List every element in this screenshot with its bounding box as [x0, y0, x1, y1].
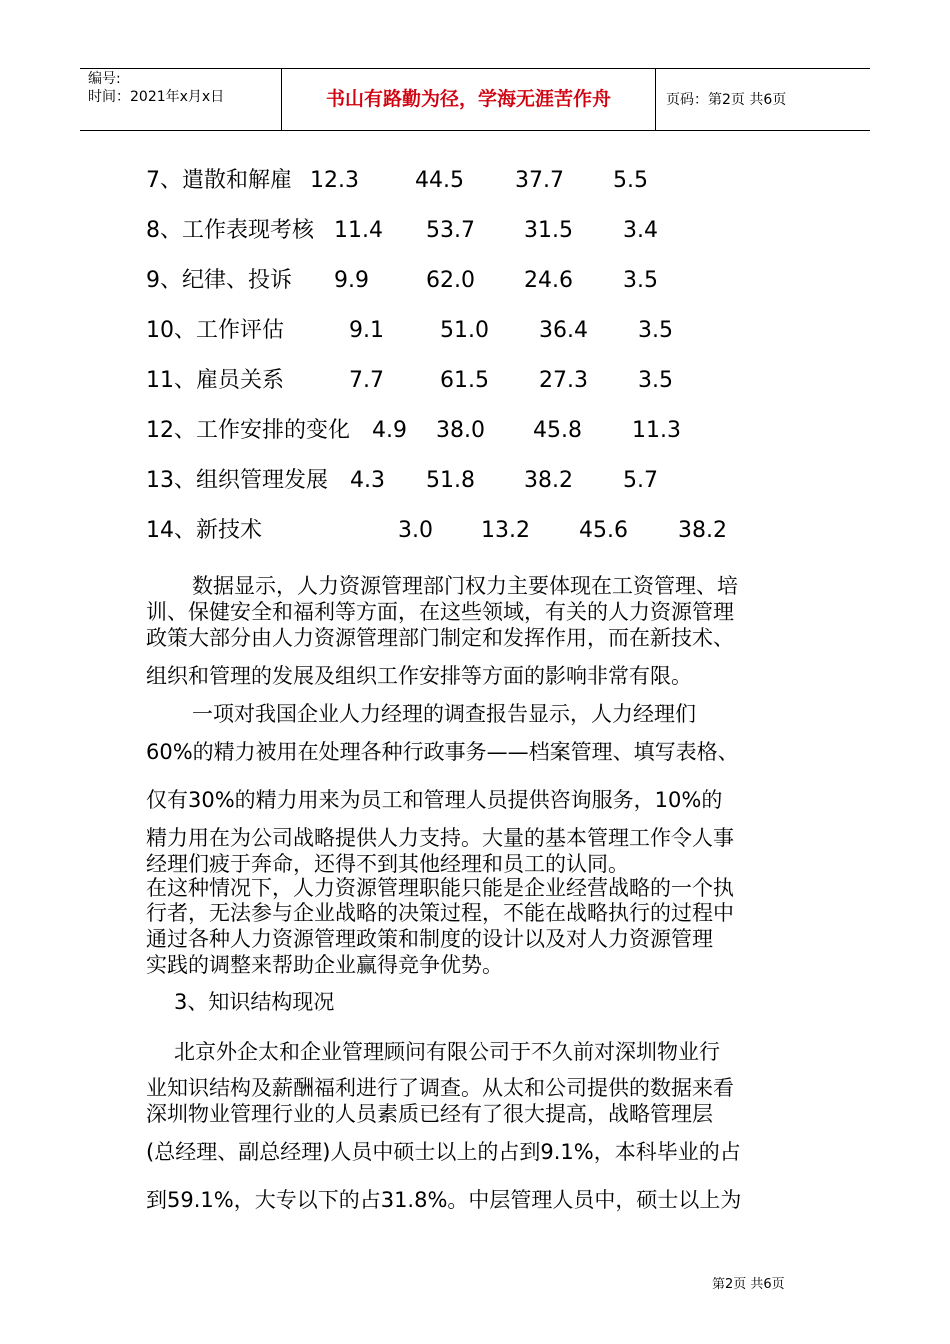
body-line: (总经理、副总经理)人员中硕士以上的占到9.1%，本科毕业的占 [146, 1140, 741, 1164]
survey-value: 4.9 [372, 418, 407, 443]
survey-value: 38.2 [678, 518, 727, 543]
motto: 书山有路勤为径，学海无涯苦作舟 [325, 88, 611, 110]
survey-value: 3.5 [638, 318, 673, 343]
survey-value: 45.8 [533, 418, 582, 443]
survey-value: 9.1 [349, 318, 384, 343]
survey-value: 44.5 [415, 168, 464, 193]
section-heading: 3、知识结构现况 [174, 990, 335, 1014]
survey-value: 45.6 [579, 518, 628, 543]
survey-value: 11.4 [334, 218, 383, 243]
page-number: 页码：第2页 共6页 [666, 92, 787, 108]
body-line: 实践的调整来帮助企业赢得竞争优势。 [146, 953, 503, 977]
body-line: 训、保健安全和福利等方面，在这些领域，有关的人力资源管理 [146, 600, 734, 624]
survey-value: 3.4 [623, 218, 658, 243]
body-line: 业知识结构及薪酬福利进行了调查。从太和公司提供的数据来看 [146, 1076, 734, 1100]
survey-value: 53.7 [426, 218, 475, 243]
survey-value: 31.5 [524, 218, 573, 243]
survey-value: 51.0 [440, 318, 489, 343]
survey-item-label: 7、遣散和解雇 [146, 168, 292, 193]
document-date: 时间：2021年x月x日 [88, 89, 225, 105]
header-page-cell [656, 69, 870, 130]
body-line: 仅有30%的精力用来为员工和管理人员提供咨询服务，10%的 [146, 788, 723, 812]
document-number: 编号: [88, 71, 121, 87]
body-line: 经理们疲于奔命，还得不到其他经理和员工的认同。 [146, 852, 629, 876]
survey-item-label: 9、纪律、投诉 [146, 268, 292, 293]
body-line: 通过各种人力资源管理政策和制度的设计以及对人力资源管理 [146, 927, 713, 951]
survey-value: 3.5 [638, 368, 673, 393]
body-line: 60%的精力被用在处理各种行政事务——档案管理、填写表格、 [146, 740, 739, 764]
survey-value: 51.8 [426, 468, 475, 493]
body-line: 政策大部分由人力资源管理部门制定和发挥作用，而在新技术、 [146, 626, 734, 650]
survey-value: 24.6 [524, 268, 573, 293]
survey-item-label: 8、工作表现考核 [146, 218, 314, 243]
survey-value: 3.5 [623, 268, 658, 293]
body-line: 数据显示，人力资源管理部门权力主要体现在工资管理、培 [192, 574, 738, 598]
survey-value: 9.9 [334, 268, 369, 293]
body-line: 精力用在为公司战略提供人力支持。大量的基本管理工作令人事 [146, 826, 734, 850]
body-line: 北京外企太和企业管理顾问有限公司于不久前对深圳物业行 [174, 1040, 720, 1064]
survey-value: 37.7 [515, 168, 564, 193]
survey-item-label: 14、新技术 [146, 518, 262, 543]
survey-value: 27.3 [539, 368, 588, 393]
survey-value: 13.2 [481, 518, 530, 543]
survey-value: 61.5 [440, 368, 489, 393]
survey-value: 11.3 [632, 418, 681, 443]
survey-value: 36.4 [539, 318, 588, 343]
survey-value: 4.3 [350, 468, 385, 493]
survey-value: 12.3 [310, 168, 359, 193]
body-line: 在这种情况下，人力资源管理职能只能是企业经营战略的一个执 [146, 876, 734, 900]
header-meta-cell [80, 69, 280, 130]
survey-value: 38.2 [524, 468, 573, 493]
survey-item-label: 12、工作安排的变化 [146, 418, 350, 443]
body-line: 到59.1%，大专以下的占31.8%。中层管理人员中，硕士以上为 [146, 1188, 742, 1212]
survey-item-label: 10、工作评估 [146, 318, 284, 343]
header-table [80, 68, 870, 131]
body-line: 深圳物业管理行业的人员素质已经有了很大提高，战略管理层 [146, 1102, 713, 1126]
survey-item-label: 13、组织管理发展 [146, 468, 328, 493]
body-line: 一项对我国企业人力经理的调查报告显示，人力经理们 [192, 702, 696, 726]
body-line: 行者，无法参与企业战略的决策过程，不能在战略执行的过程中 [146, 901, 734, 925]
body-line: 组织和管理的发展及组织工作安排等方面的影响非常有限。 [146, 664, 692, 688]
page-footer: 第2页 共6页 [712, 1277, 785, 1292]
header-motto-cell [281, 69, 656, 130]
survey-value: 7.7 [349, 368, 384, 393]
survey-value: 38.0 [436, 418, 485, 443]
survey-value: 5.5 [613, 168, 648, 193]
survey-item-label: 11、雇员关系 [146, 368, 284, 393]
survey-value: 3.0 [398, 518, 433, 543]
survey-value: 62.0 [426, 268, 475, 293]
survey-value: 5.7 [623, 468, 658, 493]
